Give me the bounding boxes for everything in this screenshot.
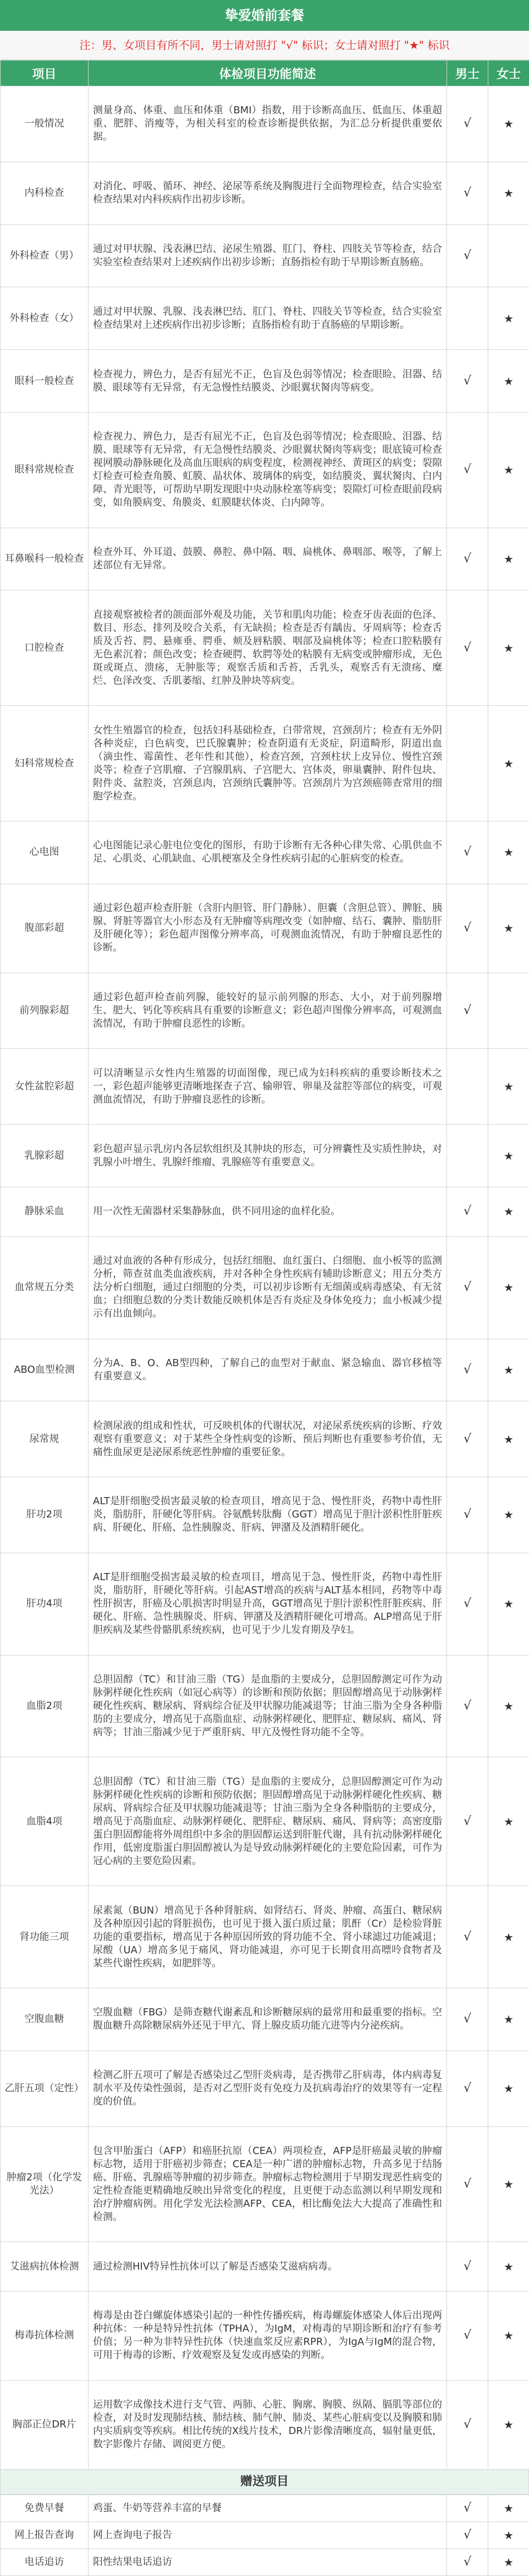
female-mark: ★ bbox=[488, 2126, 529, 2242]
item-name: 一般情况 bbox=[1, 86, 89, 162]
female-mark: ★ bbox=[488, 287, 529, 350]
item-name: 女性盆腔彩超 bbox=[1, 1049, 89, 1125]
item-name: 胸部正位DR片 bbox=[1, 2380, 89, 2469]
item-name: 口腔检查 bbox=[1, 590, 89, 706]
item-description: ALT是肝细胞受损害最灵敏的检查项目，增高见于急、慢性肝炎，药物中毒性肝炎，脂肪肝，肝硬化等肝病。引起AST增高的疾病与ALT基本相同，药物等中毒性肝损害，肝癌及心肌损害时明显升高，GGT增高见于胆汁淤积性肝脏疾病、肝硬化、肝癌、急性胰腺炎、肝病、钾潴及及酒精肝硬化可增高。ALP增高见于肝胆疾病及某些骨骼肌系统疾病，也可见于少儿发育期及孕妇。 bbox=[89, 1553, 447, 1655]
item-name: 外科检查（男） bbox=[1, 224, 89, 287]
female-mark: ★ bbox=[488, 86, 529, 162]
item-description: 检查外耳、外耳道、鼓膜、鼻腔、鼻中隔、咽、扁桃体、鼻咽部、喉等，了解上述部位有无异常。 bbox=[89, 528, 447, 590]
female-mark: ★ bbox=[488, 2495, 529, 2522]
item-description: 通过对甲状腺、乳腺、浅表淋巴结、肛门、脊柱、四肢关节等检查，结合实验室检查结果对上述疾病作出初步诊断；直肠指检有助于直肠癌的早期诊断。 bbox=[89, 287, 447, 350]
gift-row bbox=[1, 2495, 529, 2522]
item-description: 通过检测HIV特异性抗体可以了解是否感染艾滋病病毒。 bbox=[89, 2242, 447, 2292]
female-mark: ★ bbox=[488, 2548, 529, 2575]
male-mark bbox=[447, 706, 488, 821]
table-row bbox=[1, 1339, 529, 1401]
male-mark: √ bbox=[447, 1757, 488, 1886]
header-female: 女士 bbox=[488, 61, 529, 86]
item-description: 彩色超声显示乳房内各层软组织及其肿块的形态，可分辨囊性及实质性肿块，对乳腺小叶增生、乳腺纤维瘤、乳腺癌等有重要意义。 bbox=[89, 1125, 447, 1187]
item-name: 前列腺彩超 bbox=[1, 973, 89, 1049]
male-mark: √ bbox=[447, 1339, 488, 1401]
item-name: 心电图 bbox=[1, 821, 89, 884]
table-row bbox=[1, 1655, 529, 1757]
item-description: 用一次性无菌器材采集静脉血，供不同用途的血样化验。 bbox=[89, 1187, 447, 1236]
item-description: 通过对甲状腺、浅表淋巴结、泌尿生殖器、肛门、脊柱、四肢关节等检查，结合实验室检查结果对上述疾病作出初步诊断；直肠指检有助于早期诊断直肠癌。 bbox=[89, 224, 447, 287]
item-description: 检测乙肝五项可了解是否感染过乙型肝炎病毒，是否携带乙肝病毒，体内病毒复制水平及传染性强弱，是否对乙型肝炎有免疫力及抗病毒治疗的效果等有一定程度的价值。 bbox=[89, 2051, 447, 2126]
male-mark: √ bbox=[447, 1477, 488, 1553]
female-mark: ★ bbox=[488, 1125, 529, 1187]
item-description: 测量身高、体重、血压和体重（BMI）指数，用于诊断高血压、低血压、体重超重、肥胖、消瘦等，为相关科室的检查诊断提供依据，为汇总分析提供重要依据。 bbox=[89, 86, 447, 162]
female-mark: ★ bbox=[488, 2242, 529, 2292]
item-description: 梅毒是由苍白螺旋体感染引起的一种性传播疾病，梅毒螺旋体感染人体后出现两种抗体：一种是特异性抗体（TPHA），为IgM，对梅毒的早期诊断和治疗有参考价值；另一种为非特异性抗体（快速血浆反应素RPR），为IgA与IgM的混合物，可用于梅毒的诊断、疗效观察及复发或再感染的判断。 bbox=[89, 2292, 447, 2381]
item-name: 艾滋病抗体检测 bbox=[1, 2242, 89, 2292]
package-title: 挚爱婚前套餐 bbox=[0, 0, 529, 31]
header-desc: 体检项目功能简述 bbox=[89, 61, 447, 86]
item-name: 外科检查（女） bbox=[1, 287, 89, 350]
female-mark: ★ bbox=[488, 2380, 529, 2469]
item-description: ALT是肝细胞受损害最灵敏的检查项目，增高见于急、慢性肝炎，药物中毒性肝炎，脂肪肝，肝硬化等肝病。谷氨酰转肽酶（GGT）增高见于胆汁淤积性肝脏疾病、肝硬化、肝癌、急性胰腺炎、肝病、钾潴及及酒精肝硬化。 bbox=[89, 1477, 447, 1553]
item-name: 肝功2项 bbox=[1, 1477, 89, 1553]
header-item: 项目 bbox=[1, 61, 89, 86]
male-mark: √ bbox=[447, 1988, 488, 2051]
male-mark: √ bbox=[447, 1236, 488, 1339]
male-mark bbox=[447, 1049, 488, 1125]
item-description: 尿素氮（BUN）增高见于各种肾脏病、如肾结石、肾炎、肿瘤、高蛋白、糖尿病及各种原因引起的肾脏损伤，也可见于摄入蛋白质过量；肌酐（Cr）是检验肾脏功能的重要指标，增高见于各种原因所致的肾功能不全、肾小球滤过功能减退；尿酸（UA）增高多见于痛风、肾功能减退，亦可见于长期食用高嘌呤食物者及某些代谢性疾病，如肥胖等。 bbox=[89, 1886, 447, 1988]
female-mark: ★ bbox=[488, 2292, 529, 2381]
item-description: 检查视力、辨色力，是否有屈光不正，色盲及色弱等情况；检查眼睑、泪器、结膜、眼球等有无异常，有无急慢性结膜炎、沙眼翼状胬肉等病变；眼底镜可检查视网膜动静脉硬化及高血压眼病的病变程度，检测视神经、黄斑区的病变；裂隙灯检查可检查角膜、虹膜、晶状体、玻璃体的病变，如结膜炎、翼状胬肉、白内障、青光眼等，可帮助早期发现眼中央动脉栓塞等病变；裂隙灯可检查眼前段病变，如角膜病变、角膜炎、虹膜睫状体炎、白内障等。 bbox=[89, 412, 447, 528]
table-row bbox=[1, 287, 529, 350]
table-row bbox=[1, 528, 529, 590]
table-header-row bbox=[1, 61, 529, 86]
male-mark: √ bbox=[447, 1401, 488, 1477]
item-name: 肝功4项 bbox=[1, 1553, 89, 1655]
gift-section-title: 赠送项目 bbox=[0, 2470, 529, 2495]
table-row bbox=[1, 1553, 529, 1655]
male-mark: √ bbox=[447, 590, 488, 706]
table-row bbox=[1, 162, 529, 224]
male-mark: √ bbox=[447, 412, 488, 528]
item-name: 免费早餐 bbox=[1, 2495, 89, 2522]
table-row bbox=[1, 2051, 529, 2126]
item-name: 眼科常规检查 bbox=[1, 412, 89, 528]
male-mark: √ bbox=[447, 1886, 488, 1988]
female-mark: ★ bbox=[488, 2051, 529, 2126]
table-row bbox=[1, 1125, 529, 1187]
item-name: 眼科一般检查 bbox=[1, 350, 89, 413]
female-mark: ★ bbox=[488, 528, 529, 590]
table-row bbox=[1, 706, 529, 821]
female-mark: ★ bbox=[488, 1187, 529, 1236]
item-description: 总胆固醇（TC）和甘油三脂（TG）是血脂的主要成分，总胆固醇测定可作为动脉粥样硬化性疾病的诊断和预防依据；胆固醇增高见于动脉粥样硬化性疾病、糖尿病、肾病综合征及甲状腺功能减退等；甘油三脂为全身各种脂肪的主要成分，增高见于高脂血症、动脉粥样硬化、肥胖症、糖尿病、痛风、肾病等；高密度脂蛋白胆固醇能将外周组织中多余的胆固醇运送到肝脏代谢，具有抗动脉粥样硬化作用，低密度脂蛋白胆固醇被认为是导致动脉粥样硬化的主要危险因素，可作为冠心病的主要危险因素。 bbox=[89, 1757, 447, 1886]
female-mark: ★ bbox=[488, 1553, 529, 1655]
gift-row bbox=[1, 2548, 529, 2575]
table-row bbox=[1, 1886, 529, 1988]
item-description: 检查视力，辨色力，是否有屈光不正，色盲及色弱等情况；检查眼睑、泪器、结膜、眼球等有无异常，有无急慢性结膜炎、沙眼翼状胬肉等病变。 bbox=[89, 350, 447, 413]
male-mark: √ bbox=[447, 821, 488, 884]
female-mark: ★ bbox=[488, 1339, 529, 1401]
item-name: 肾功能三项 bbox=[1, 1886, 89, 1988]
male-mark: √ bbox=[447, 884, 488, 973]
female-mark bbox=[488, 224, 529, 287]
male-mark: √ bbox=[447, 162, 488, 224]
male-mark: √ bbox=[447, 2548, 488, 2575]
exam-table bbox=[0, 60, 529, 2470]
item-description: 通过彩色超声检查前列腺，能较好的显示前列腺的形态、大小，对于前列腺增生、肥大、钙化等疾病具有重要的诊断意义；彩色超声图像分辨率高，可观测血流情况，有助于肿瘤良恶性的诊断。 bbox=[89, 973, 447, 1049]
item-name: 乙肝五项（定性） bbox=[1, 2051, 89, 2126]
item-name: 腹部彩超 bbox=[1, 884, 89, 973]
item-description: 运用数字成像技术进行支气管、两肺、心脏、胸廓、胸膜、纵隔、膈肌等部位的检查，对及时发现肺结核、肺结核、肺气肿、肺炎、某些心脏病变以及胸膜和肺内实质病变等疾病。相比传统的X线片技术，DR片影像清晰度高，辐射量更低，数字影像片存储、调阅更方便。 bbox=[89, 2380, 447, 2469]
item-name: ABO血型检测 bbox=[1, 1339, 89, 1401]
table-row bbox=[1, 884, 529, 973]
table-row bbox=[1, 412, 529, 528]
item-description: 通过彩色超声检查肝脏（含肝内胆管、肝门静脉）、胆囊（含胆总管）、脾脏、胰腺、肾脏等器官大小形态及有无肿瘤等病理改变（如肿瘤、结石、囊肿、脂肪肝及肝硬化等）；彩色超声图像分辨率高，可观测血流情况，有助于肿瘤良恶性的诊断。 bbox=[89, 884, 447, 973]
table-row bbox=[1, 2242, 529, 2292]
female-mark: ★ bbox=[488, 1236, 529, 1339]
gender-notice: 注：男、女项目有所不同，男士请对照打 "√" 标识；女士请对照打 "★" 标识 bbox=[0, 31, 529, 60]
male-mark: √ bbox=[447, 1187, 488, 1236]
female-mark: ★ bbox=[488, 1886, 529, 1988]
female-mark: ★ bbox=[488, 162, 529, 224]
table-row bbox=[1, 1757, 529, 1886]
female-mark: ★ bbox=[488, 2522, 529, 2548]
item-name: 梅毒抗体检测 bbox=[1, 2292, 89, 2381]
male-mark: √ bbox=[447, 2126, 488, 2242]
table-row bbox=[1, 1477, 529, 1553]
item-name: 空腹血糖 bbox=[1, 1988, 89, 2051]
female-mark: ★ bbox=[488, 350, 529, 413]
item-description: 可以清晰显示女性内生殖器的切面图像，现已成为妇科疾病的重要诊断技术之一，彩色超声能够更清晰地探查子宫、输卵管、卵巢及盆腔等部位的病变，可观测血流情况，有助于肿瘤良恶性的诊断。 bbox=[89, 1049, 447, 1125]
male-mark bbox=[447, 1125, 488, 1187]
table-row bbox=[1, 86, 529, 162]
female-mark: ★ bbox=[488, 1655, 529, 1757]
header-male: 男士 bbox=[447, 61, 488, 86]
item-description: 包含甲胎蛋白（AFP）和癌胚抗原（CEA）两项检查，AFP是肝癌最灵敏的肿瘤标志物，适用于肝癌初步筛查；CEA是一种广谱的肿瘤标志物，升高多见于结肠癌、肝癌、乳腺癌等肿瘤的初步筛查。肿瘤标志物检测用于早期发现恶性病变的定性检查能更精确地反映出异常变化的程度，且更便于动态监测以利早期发现和治疗肿瘤病例。用化学发光法检测AFP、CEA，相比酶免法大大提高了准确性和检测。 bbox=[89, 2126, 447, 2242]
male-mark: √ bbox=[447, 1655, 488, 1757]
male-mark: √ bbox=[447, 2522, 488, 2548]
male-mark: √ bbox=[447, 86, 488, 162]
female-mark: ★ bbox=[488, 590, 529, 706]
table-row bbox=[1, 1236, 529, 1339]
table-row bbox=[1, 973, 529, 1049]
gift-table bbox=[0, 2495, 529, 2576]
item-description: 阳性结果电话追访 bbox=[89, 2548, 447, 2575]
item-name: 耳鼻喉科一般检查 bbox=[1, 528, 89, 590]
male-mark: √ bbox=[447, 528, 488, 590]
item-name: 乳腺彩超 bbox=[1, 1125, 89, 1187]
item-description: 直接观察被检者的颌面部外观及功能，关节和肌肉功能；检查牙齿表面的色泽、数目、形态、排列及咬合关系，有无缺损；检查是否有龋齿、牙周病等；检查舌质及舌苔、腭、悬雍垂、腭垂、颊及唇粘膜、咽部及扁桃体等；检查口腔粘膜有无色素沉着；颜色改变；检查硬腭、软腭等处的粘膜有无病变或肿瘤形成，无色斑或斑点、溃疡，无肿胀等；观察舌质和舌苔，舌乳头，观察舌有无溃疡、糜烂、色泽改变、舌肌萎缩、红肿及肿块等病变。 bbox=[89, 590, 447, 706]
table-row bbox=[1, 2126, 529, 2242]
item-description: 分为A、B、O、AB型四种，了解自己的血型对于献血、紧急输血、器官移植等有重要意义。 bbox=[89, 1339, 447, 1401]
male-mark: √ bbox=[447, 973, 488, 1049]
female-mark: ★ bbox=[488, 884, 529, 973]
female-mark: ★ bbox=[488, 1477, 529, 1553]
gift-row bbox=[1, 2522, 529, 2548]
female-mark: ★ bbox=[488, 706, 529, 821]
male-mark: √ bbox=[447, 2495, 488, 2522]
item-name: 内科检查 bbox=[1, 162, 89, 224]
table-row bbox=[1, 1187, 529, 1236]
table-row bbox=[1, 2380, 529, 2469]
table-row bbox=[1, 1401, 529, 1477]
female-mark: ★ bbox=[488, 412, 529, 528]
item-description: 网上查询电子报告 bbox=[89, 2522, 447, 2548]
item-name: 网上报告查询 bbox=[1, 2522, 89, 2548]
male-mark: √ bbox=[447, 2051, 488, 2126]
table-row bbox=[1, 821, 529, 884]
female-mark: ★ bbox=[488, 1988, 529, 2051]
item-description: 心电图能记录心脏电位变化的图形，有助于诊断有无各种心律失常、心肌供血不足、心肌炎、心肌缺血、心肌梗塞及全身性疾病引起的心脏病变的检查。 bbox=[89, 821, 447, 884]
table-row bbox=[1, 1049, 529, 1125]
table-row bbox=[1, 1988, 529, 2051]
male-mark: √ bbox=[447, 2242, 488, 2292]
male-mark: √ bbox=[447, 350, 488, 413]
female-mark bbox=[488, 973, 529, 1049]
item-name: 肿瘤2项（化学发光法） bbox=[1, 2126, 89, 2242]
item-name: 血脂2项 bbox=[1, 1655, 89, 1757]
item-name: 尿常规 bbox=[1, 1401, 89, 1477]
item-name: 妇科常规检查 bbox=[1, 706, 89, 821]
table-row bbox=[1, 590, 529, 706]
item-description: 对消化、呼吸、循环、神经、泌尿等系统及胸腹进行全面物理检查，结合实验室检查结果对内科疾病作出初步诊断。 bbox=[89, 162, 447, 224]
female-mark: ★ bbox=[488, 1049, 529, 1125]
item-name: 电话追访 bbox=[1, 2548, 89, 2575]
item-description: 空腹血糖（FBG）是筛查糖代谢紊乱和诊断糖尿病的最常用和最重要的指标。空腹血糖升高除糖尿病外还见于甲亢、肾上腺皮质功能亢进等内分泌疾病。 bbox=[89, 1988, 447, 2051]
item-description: 鸡蛋、牛奶等营养丰富的早餐 bbox=[89, 2495, 447, 2522]
item-name: 血脂4项 bbox=[1, 1757, 89, 1886]
item-name: 血常规五分类 bbox=[1, 1236, 89, 1339]
female-mark: ★ bbox=[488, 821, 529, 884]
female-mark: ★ bbox=[488, 1757, 529, 1886]
male-mark: √ bbox=[447, 2292, 488, 2381]
table-row bbox=[1, 224, 529, 287]
male-mark bbox=[447, 287, 488, 350]
table-row bbox=[1, 350, 529, 413]
item-description: 总胆固醇（TC）和甘油三脂（TG）是血脂的主要成分，总胆固醇测定可作为动脉粥样硬化性疾病（如冠心病等）的诊断和预防依据；胆固醇增高见于动脉粥样硬化性疾病、糖尿病、肾病综合征及甲状腺功能减退等；甘油三脂为全身各种脂肪的主要成分，增高见于高脂血症、动脉粥样硬化、肥胖症、糖尿病、痛风、肾病等；甘油三脂减少见于严重肝病、甲亢及慢性肾功能不全等。 bbox=[89, 1655, 447, 1757]
male-mark: √ bbox=[447, 224, 488, 287]
item-description: 通过对血液的各种有形成分，包括红细胞、血红蛋白、白细胞、血小板等的监测分析，筛查贫血类血液疾病，并对各种全身性疾病有辅助诊断意义；用五分类方法分析白细胞，通过白细胞的分类，可以初步诊断有无细菌或病毒感染、有无贫血；白细胞总数的分类计数能反映机体是否有炎症及身体免疫力；血小板减少提示有出血倾向。 bbox=[89, 1236, 447, 1339]
item-description: 女性生殖器官的检查，包括妇科基础检查，白带常规，宫颈刮片；检查有无外阴各种炎症，白色病变，巴氏腺囊肿；检查阴道有无炎症，阴道畸形，阴道出血（滴虫性、霉菌性、老年性和其他），检查宫颈，宫颈柱状上皮异位、慢性宫颈炎等；检查子宫肌瘤、子宫腺肌病、子宫肥大、宫体炎，卵巢囊肿、附件包块、附件炎、盆腔炎，宫颈息肉，宫颈纳氏囊肿等。宫颈刮片为宫颈癌筛查常用的细胞学检查。 bbox=[89, 706, 447, 821]
female-mark: ★ bbox=[488, 1401, 529, 1477]
item-description: 检测尿液的组成和性状，可反映机体的代谢状况，对泌尿系统疾病的诊断、疗效观察有重要意义；对于某些全身性病变的诊断、预后判断也有重要参考价值，无痛性血尿更是泌尿系统恶性肿瘤的重要征象。 bbox=[89, 1401, 447, 1477]
table-row bbox=[1, 2292, 529, 2381]
item-name: 静脉采血 bbox=[1, 1187, 89, 1236]
male-mark: √ bbox=[447, 2380, 488, 2469]
male-mark: √ bbox=[447, 1553, 488, 1655]
